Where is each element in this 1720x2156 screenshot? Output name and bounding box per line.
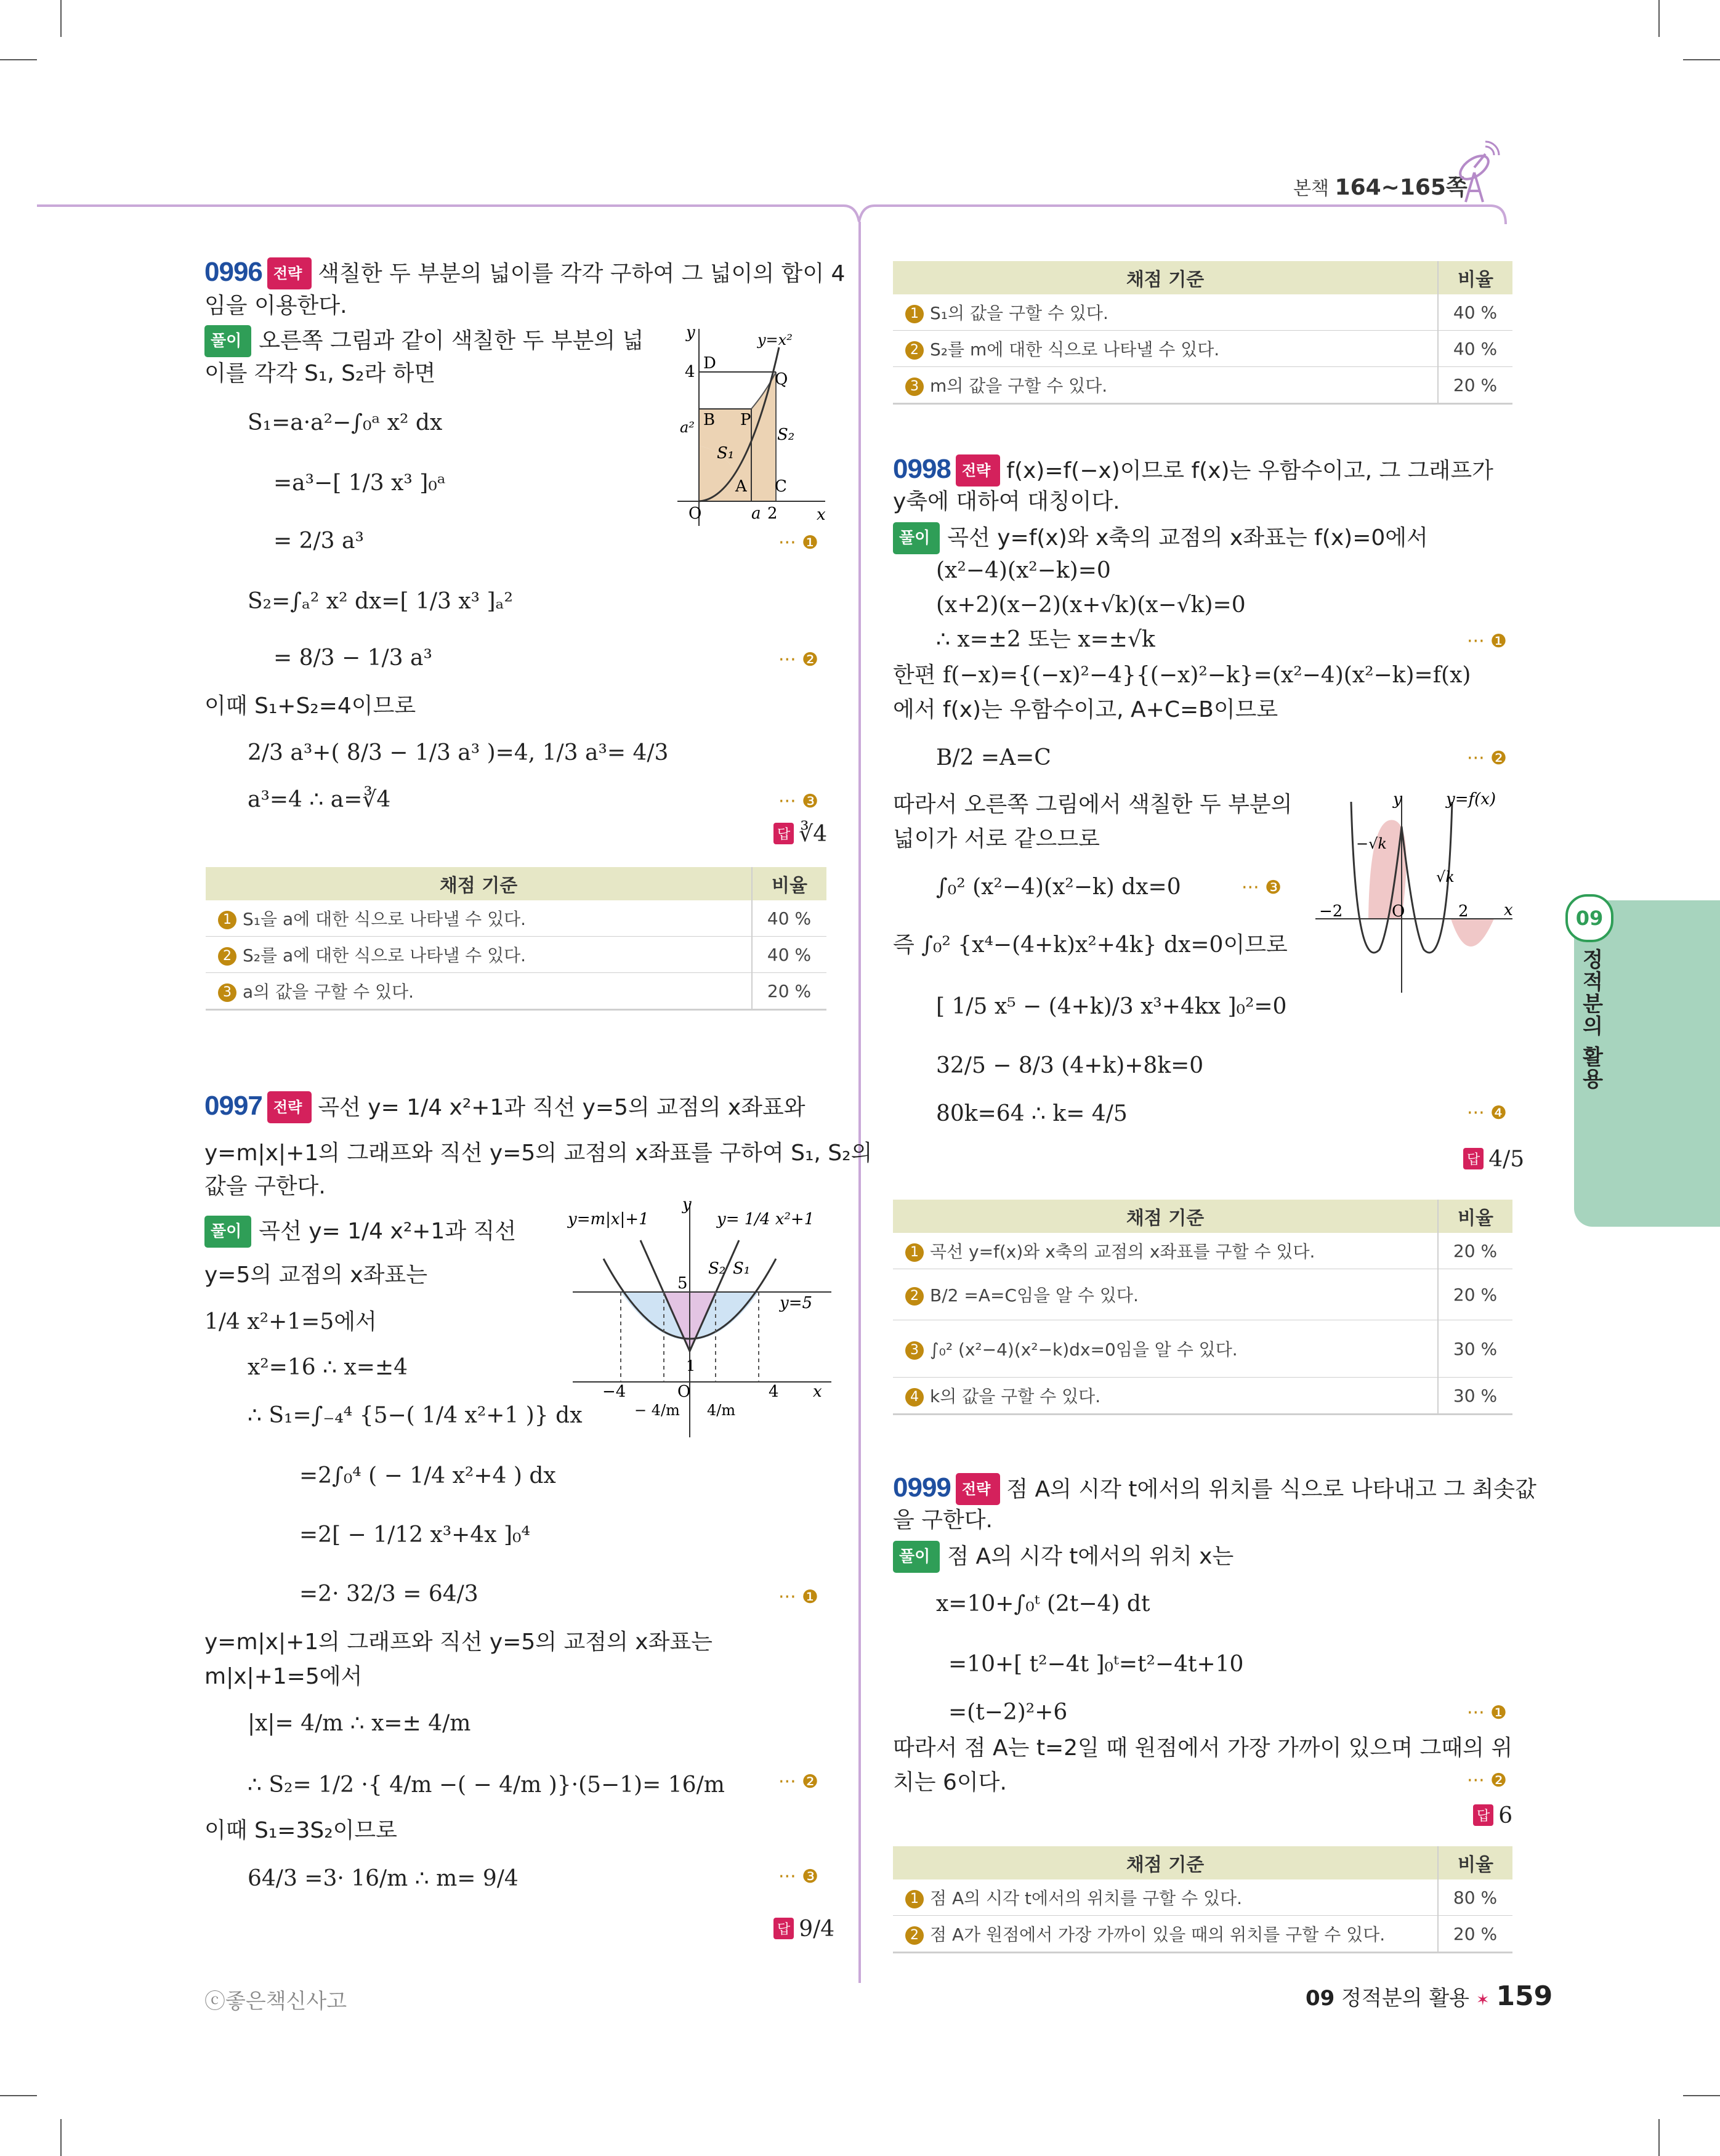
curve-label: y=x² xyxy=(757,331,793,349)
solution-line: 풀이 곡선 y=f(x)와 x축의 교점의 x좌표는 f(x)=0에서 xyxy=(893,522,1428,554)
strategy-text: 임을 이용한다. xyxy=(204,293,347,318)
math-line: =2· 32/3 = 64/3 xyxy=(299,1581,478,1607)
criteria-header: 채점 기준 xyxy=(893,261,1438,294)
criteria-table-0996 xyxy=(206,867,826,1011)
step-marker: ··· ❷ xyxy=(778,1771,819,1793)
math-line: a³=4 ∴ a=∛4 xyxy=(248,787,391,812)
point-label: B xyxy=(703,411,716,429)
strategy-text: 값을 구한다. xyxy=(204,1174,326,1199)
tick-label: −√k xyxy=(1356,835,1387,852)
crop-mark xyxy=(1683,59,1720,60)
criteria-header: 채점 기준 xyxy=(206,867,752,900)
table-row: 3 a의 값을 구할 수 있다. 20 % xyxy=(206,973,826,1010)
graph-0998 xyxy=(1315,789,1519,999)
math-line: =(t−2)²+6 xyxy=(948,1700,1068,1725)
problem-0997-header: 0997 전략 곡선 y= 1/4 x²+1과 직선 y=5의 교점의 x좌표와 xyxy=(204,1091,805,1123)
table-row: 1 S₁의 값을 구할 수 있다. 40 % xyxy=(893,294,1512,331)
solution-line: 풀이 곡선 y= 1/4 x²+1과 직선 xyxy=(204,1216,516,1248)
math-line: x²=16 ∴ x=±4 xyxy=(248,1355,408,1380)
solution-line: y=5의 교점의 x좌표는 xyxy=(204,1262,427,1288)
solution-line: 풀이 점 A의 시각 t에서의 위치 x는 xyxy=(893,1541,1233,1573)
page-frame xyxy=(37,197,1515,246)
tick-label: 4 xyxy=(685,363,695,381)
math-line: [ 1/5 x⁵ − (4+k)/3 x³+4kx ]₀²=0 xyxy=(936,994,1287,1019)
y-axis-label: y xyxy=(682,1197,692,1214)
math-line: = 2/3 a³ xyxy=(273,528,364,554)
math-line: 1/4 x²+1=5에서 xyxy=(204,1309,377,1334)
math-line: x=10+∫₀ᵗ (2t−4) dt xyxy=(936,1591,1150,1617)
tick-label: √k xyxy=(1436,868,1455,886)
crop-mark xyxy=(0,2095,37,2096)
table-row: 1 곡선 y=f(x)와 x축의 교점의 x좌표를 구할 수 있다. 20 % xyxy=(893,1233,1512,1269)
step-marker: ··· ❶ xyxy=(1467,1702,1508,1724)
table-row: 2 점 A가 원점에서 가장 가까이 있을 때의 위치를 구할 수 있다. 20 % xyxy=(893,1916,1512,1953)
math-line: y=m|x|+1의 그래프와 직선 y=5의 교점의 x좌표는 xyxy=(204,1629,713,1655)
math-line: =a³−[ 1/3 x³ ]₀ᵃ xyxy=(273,470,446,496)
ratio-header: 비율 xyxy=(1438,1200,1512,1233)
table-row: 4 k의 값을 구할 수 있다. 30 % xyxy=(893,1378,1512,1415)
math-line: 에서 f(x)는 우함수이고, A+C=B이므로 xyxy=(893,697,1278,722)
math-line: 따라서 점 A는 t=2일 때 원점에서 가장 가까이 있으며 그때의 위 xyxy=(893,1735,1513,1761)
tick-label: 4 xyxy=(769,1383,779,1401)
y-axis-label: y xyxy=(686,323,695,342)
point-label: C xyxy=(775,477,787,496)
math-line: 치는 6이다. xyxy=(893,1770,1007,1795)
point-label: D xyxy=(703,354,716,373)
math-line: 따라서 오른쪽 그림에서 색칠한 두 부분의 xyxy=(893,792,1293,817)
math-line: =2[ − 1/12 x³+4x ]₀⁴ xyxy=(299,1522,530,1548)
tick-label: − 4/m xyxy=(634,1402,680,1419)
crop-mark xyxy=(1658,0,1660,37)
math-line: ∴ x=±2 또는 x=±√k xyxy=(936,627,1155,652)
math-line: |x|= 4/m ∴ x=± 4/m xyxy=(248,1711,471,1736)
table-row: 2 S₂를 a에 대한 식으로 나타낼 수 있다. 40 % xyxy=(206,937,826,973)
problem-0999-header: 0999 전략 점 A의 시각 t에서의 위치를 식으로 나타내고 그 최솟값 xyxy=(893,1473,1536,1505)
ratio-header: 비율 xyxy=(752,867,826,900)
criteria-header: 채점 기준 xyxy=(893,1200,1438,1233)
math-line: 이때 S₁+S₂=4이므로 xyxy=(204,693,416,719)
math-line: (x+2)(x−2)(x+√k)(x−√k)=0 xyxy=(936,592,1246,618)
ratio-header: 비율 xyxy=(1438,261,1512,294)
origin-label: O xyxy=(1392,902,1405,921)
math-line: (x²−4)(x²−k)=0 xyxy=(936,558,1111,583)
tick-label: a² xyxy=(680,419,695,436)
math-line: B/2 =A=C xyxy=(936,745,1051,770)
crop-mark xyxy=(1658,2119,1660,2156)
problem-0996-header: 0996 전략 색칠한 두 부분의 넓이를 각각 구하여 그 넓이의 합이 4 xyxy=(204,257,845,289)
step-marker: ··· ❸ xyxy=(778,791,819,812)
line-label: y=m|x|+1 xyxy=(568,1210,649,1229)
table-row: 3 m의 값을 구할 수 있다. 20 % xyxy=(893,367,1512,404)
math-line: S₂=∫ₐ² x² dx=[ 1/3 x³ ]ₐ² xyxy=(248,589,513,614)
tick-label: a xyxy=(751,504,761,523)
page-reference: 본책 164~165쪽 xyxy=(1293,175,1468,200)
math-line: 80k=64 ∴ k= 4/5 xyxy=(936,1101,1128,1126)
table-row: 2 S₂를 m에 대한 식으로 나타낼 수 있다. 40 % xyxy=(893,331,1512,367)
crop-mark xyxy=(60,0,62,37)
x-axis-label: x xyxy=(1504,901,1513,919)
table-row: 1 점 A의 시각 t에서의 위치를 구할 수 있다. 80 % xyxy=(893,1879,1512,1916)
table-row: 1 S₁을 a에 대한 식으로 나타낼 수 있다. 40 % xyxy=(206,900,826,937)
criteria-table-0998 xyxy=(893,1200,1512,1415)
solution-line: 풀이 오른쪽 그림과 같이 색칠한 두 부분의 넓 xyxy=(204,325,644,357)
math-line: 즉 ∫₀² {x⁴−(4+k)x²+4k} dx=0이므로 xyxy=(893,932,1288,958)
strategy-text: 을 구한다. xyxy=(893,1508,993,1533)
step-marker: ··· ❷ xyxy=(1467,1770,1508,1791)
graph-0996 xyxy=(671,323,831,526)
math-line: ∴ S₂= 1/2 ·{ 4/m −( − 4/m )}·(5−1)= 16/m xyxy=(248,1772,725,1798)
math-line: 32/5 − 8/3 (4+k)+8k=0 xyxy=(936,1053,1204,1078)
curve-label: y=f(x) xyxy=(1446,790,1496,809)
crop-mark xyxy=(60,2119,62,2156)
line-label: y=5 xyxy=(780,1294,813,1312)
tick-label: 1 xyxy=(686,1357,696,1375)
chapter-tab-label: 정적분의 활용 xyxy=(1578,948,1603,1090)
x-axis-label: x xyxy=(817,506,826,524)
origin-label: O xyxy=(688,504,702,523)
answer: 답 9/4 xyxy=(773,1916,834,1942)
column-divider xyxy=(858,222,861,1983)
solution-line: 이를 각각 S₁, S₂라 하면 xyxy=(204,361,436,386)
step-marker: ··· ❶ xyxy=(778,532,819,554)
tick-label: 2 xyxy=(767,504,778,523)
criteria-table-0997 xyxy=(893,261,1512,405)
point-label: P xyxy=(740,411,751,429)
table-row: 2 B/2 =A=C임을 알 수 있다. 20 % xyxy=(893,1269,1512,1320)
math-line: 넓이가 서로 같으므로 xyxy=(893,826,1100,852)
tick-label: 2 xyxy=(1458,902,1469,921)
chapter-tab-number: 09 xyxy=(1565,894,1613,942)
math-line: 2/3 a³+( 8/3 − 1/3 a³ )=4, 1/3 a³= 4/3 xyxy=(248,740,669,765)
step-marker: ··· ❹ xyxy=(1467,1102,1508,1124)
math-line: ∫₀² (x²−4)(x²−k) dx=0 xyxy=(936,874,1181,900)
page-number: 159 xyxy=(1496,1980,1553,2012)
publisher: ⓒ좋은책신사고 xyxy=(204,1989,347,2014)
step-marker: ··· ❶ xyxy=(1467,631,1508,652)
region-label: S₁ xyxy=(733,1259,751,1278)
answer: 답 4/5 xyxy=(1463,1147,1524,1172)
math-line: 64/3 =3· 16/m ∴ m= 9/4 xyxy=(248,1866,519,1891)
region-label: S₁ xyxy=(717,444,735,462)
ratio-header: 비율 xyxy=(1438,1846,1512,1879)
curve-label: y= 1/4 x²+1 xyxy=(717,1210,815,1229)
region-label: S₂ xyxy=(708,1259,726,1278)
step-marker: ··· ❸ xyxy=(778,1866,819,1888)
origin-label: O xyxy=(677,1383,691,1401)
answer: 답 6 xyxy=(1473,1803,1512,1828)
y-axis-label: y xyxy=(1393,790,1402,809)
criteria-header: 채점 기준 xyxy=(893,1846,1438,1879)
step-marker: ··· ❸ xyxy=(1242,877,1282,898)
strategy-text: y=m|x|+1의 그래프와 직선 y=5의 교점의 x좌표를 구하여 S₁, S₂의 xyxy=(204,1141,873,1166)
answer: 답 ∛4 xyxy=(773,822,827,847)
math-line: = 8/3 − 1/3 a³ xyxy=(273,645,432,671)
problem-0998-header: 0998 전략 f(x)=f(−x)이므로 f(x)는 우함수이고, 그 그래프가 xyxy=(893,454,1493,487)
math-line: =2∫₀⁴ ( − 1/4 x²+4 ) dx xyxy=(299,1463,556,1488)
math-line: m|x|+1=5에서 xyxy=(204,1664,363,1689)
math-line: 이때 S₁=3S₂이므로 xyxy=(204,1818,397,1843)
graph-0997 xyxy=(567,1197,838,1443)
criteria-table-0999 xyxy=(893,1846,1512,1953)
tick-label: 4/m xyxy=(707,1402,736,1419)
math-line: 한편 f(−x)={(−x)²−4}{(−x)²−k}=(x²−4)(x²−k)=f(x) xyxy=(893,663,1471,688)
strategy-text: y축에 대하여 대칭이다. xyxy=(893,489,1120,514)
point-label: A xyxy=(735,477,747,496)
tick-label: 5 xyxy=(677,1274,688,1293)
crop-mark xyxy=(0,59,37,60)
step-marker: ··· ❷ xyxy=(778,649,819,671)
region-label: S₂ xyxy=(777,426,795,444)
page-footer: 09 정적분의 활용 ✶ 159 xyxy=(1306,1980,1553,2012)
crop-mark xyxy=(1683,2095,1720,2096)
x-axis-label: x xyxy=(813,1383,822,1401)
math-line: =10+[ t²−4t ]₀ᵗ=t²−4t+10 xyxy=(948,1652,1244,1677)
step-marker: ··· ❶ xyxy=(778,1586,819,1608)
step-marker: ··· ❷ xyxy=(1467,748,1508,769)
math-line: ∴ S₁=∫₋₄⁴ {5−( 1/4 x²+1 )} dx xyxy=(248,1403,583,1428)
tick-label: −4 xyxy=(602,1383,626,1401)
math-line: S₁=a·a²−∫₀ᵃ x² dx xyxy=(248,410,443,435)
point-label: Q xyxy=(775,370,788,389)
table-row: 3 ∫₀² (x²−4)(x²−k)dx=0임을 알 수 있다. 30 % xyxy=(893,1320,1512,1378)
tick-label: −2 xyxy=(1319,902,1343,921)
